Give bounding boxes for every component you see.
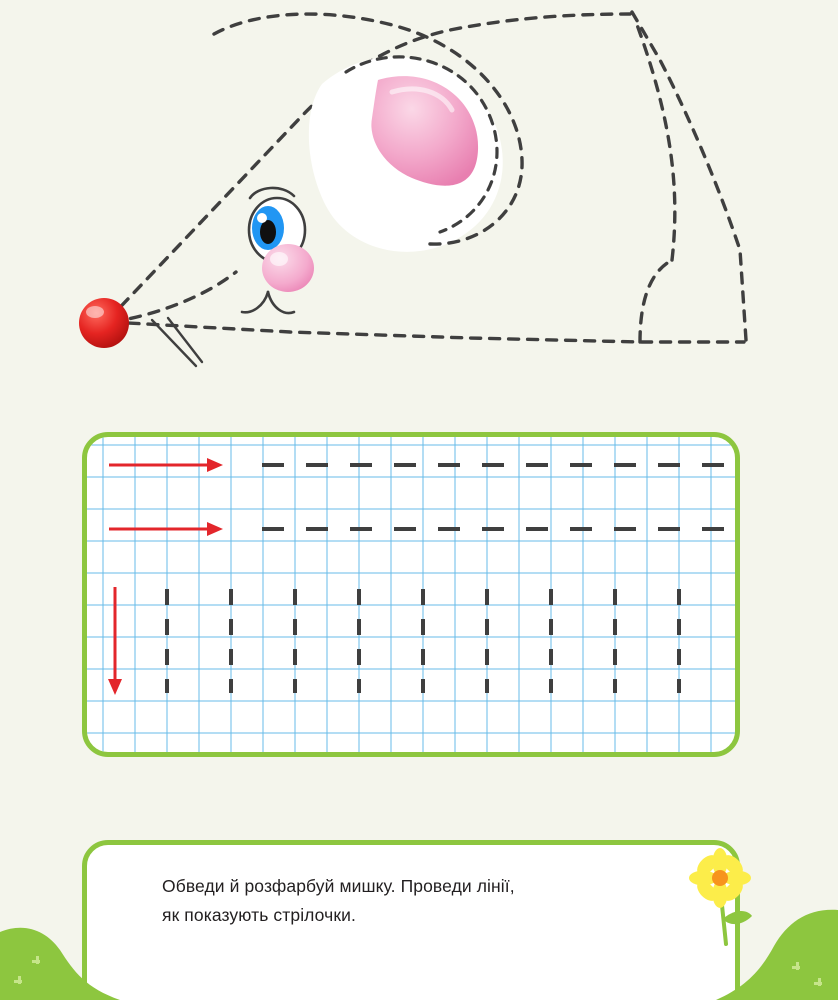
instruction-text [162,872,672,930]
grid-row-2 [109,522,725,536]
instruction-panel [82,840,740,1000]
start-dot [79,298,129,348]
ground-left-svg [0,880,120,1000]
tracing-grid-box[interactable] [82,432,740,757]
mouse-nose [262,244,314,292]
mouse-illustration [0,0,838,400]
grid-row-3 [108,587,679,695]
mouse-outline-svg [0,0,838,400]
mouse-mouth [242,292,294,313]
instruction-line-1: Обведи й розфарбуй мишку. Проведи лінії, [162,876,515,896]
tracing-grid-inner [87,437,735,752]
flower-decor [680,846,750,936]
grid-lines-svg [87,437,735,752]
grid-row-1 [109,458,725,472]
ground-left-decor [0,880,120,1000]
flower-icon [680,846,760,946]
flower-center [712,870,728,886]
instruction-line-2: як показують стрілочки. [162,905,356,925]
